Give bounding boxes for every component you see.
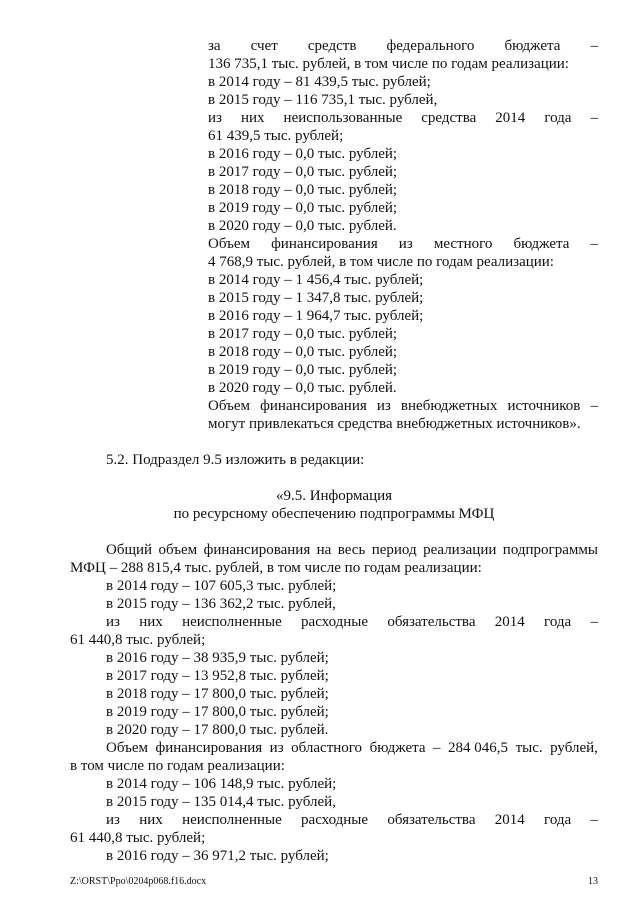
text-line: в 2016 году – 1 964,7 тыс. рублей; bbox=[208, 308, 424, 324]
word: подпрограммы bbox=[502, 542, 598, 558]
word: объем bbox=[158, 542, 198, 558]
text-line: в 2015 году – 136 362,2 тыс. рублей, bbox=[106, 596, 336, 612]
word: Объем bbox=[208, 398, 250, 414]
word: – bbox=[590, 812, 598, 828]
word: них bbox=[139, 812, 163, 828]
word: рублей, bbox=[550, 740, 598, 756]
word: Объем bbox=[208, 236, 250, 252]
word: средств bbox=[307, 38, 357, 54]
word: из bbox=[208, 110, 222, 126]
text-line: в 2014 году – 107 605,3 тыс. рублей; bbox=[106, 578, 337, 594]
word: весь bbox=[337, 542, 366, 558]
text-line: МФЦ – 288 815,4 тыс. рублей, в том числе по годам реализации: bbox=[70, 560, 482, 576]
word: Объем bbox=[106, 740, 148, 756]
word: за bbox=[208, 38, 221, 54]
word: Общий bbox=[106, 542, 153, 558]
word: счет bbox=[250, 38, 278, 54]
text-line: 136 735,1 тыс. рублей, в том числе по годам реализации: bbox=[208, 56, 569, 72]
text-line-justified bbox=[208, 236, 598, 253]
text-line: 61 440,8 тыс. рублей; bbox=[70, 830, 206, 846]
text-line: в 2018 году – 0,0 тыс. рублей; bbox=[208, 182, 398, 198]
word: областного bbox=[291, 740, 363, 756]
text-line: в 2016 году – 0,0 тыс. рублей; bbox=[208, 146, 398, 162]
word: финансирования bbox=[271, 236, 378, 252]
word: местного bbox=[433, 236, 493, 252]
section-item: 5.2. Подраздел 9.5 изложить в редакции: bbox=[106, 452, 365, 468]
word: источников bbox=[507, 398, 581, 414]
word: реализации bbox=[423, 542, 497, 558]
text-line: в 2015 году – 1 347,8 тыс. рублей; bbox=[208, 290, 424, 306]
word: обязательства bbox=[387, 614, 476, 630]
text-line: в 2020 году – 17 800,0 тыс. рублей. bbox=[106, 722, 329, 738]
text-line: в 2014 году – 81 439,5 тыс. рублей; bbox=[208, 74, 431, 90]
word: них bbox=[139, 614, 163, 630]
word: – bbox=[590, 38, 598, 54]
word: них bbox=[240, 110, 265, 126]
word: средства bbox=[421, 110, 477, 126]
word: 284 046,5 bbox=[448, 740, 509, 756]
word: – bbox=[590, 236, 598, 252]
text-line: в 2020 году – 0,0 тыс. рублей. bbox=[208, 380, 397, 396]
word: финансирования bbox=[155, 740, 263, 756]
word: 2014 bbox=[494, 614, 525, 630]
word: бюджета bbox=[369, 740, 426, 756]
text-line-justified bbox=[106, 614, 598, 631]
text-line: в 2014 году – 1 456,4 тыс. рублей; bbox=[208, 272, 424, 288]
word: федерального bbox=[386, 38, 475, 54]
word: тыс. bbox=[515, 740, 543, 756]
word: из bbox=[398, 236, 413, 252]
section-heading: «9.5. Информация bbox=[275, 488, 393, 504]
text-line: в 2016 году – 36 971,2 тыс. рублей; bbox=[106, 848, 329, 864]
word: года bbox=[544, 812, 572, 828]
text-line-justified bbox=[208, 398, 598, 415]
word: из bbox=[106, 812, 120, 828]
word: неисполненные bbox=[182, 812, 282, 828]
word: из bbox=[376, 398, 391, 414]
text-line: в 2015 году – 135 014,4 тыс. рублей, bbox=[106, 794, 336, 810]
word: неисполненные bbox=[182, 614, 282, 630]
word: из bbox=[106, 614, 120, 630]
word: финансирования bbox=[260, 398, 367, 414]
text-line: в 2020 году – 0,0 тыс. рублей. bbox=[208, 218, 397, 234]
word: 2014 bbox=[494, 812, 525, 828]
footer-file-path: Z:\ORST\Ppo\0204p068.f16.docx bbox=[70, 876, 207, 887]
word: бюджета bbox=[504, 38, 561, 54]
text-line: в 2018 году – 17 800,0 тыс. рублей; bbox=[106, 686, 329, 702]
text-line: в 2019 году – 0,0 тыс. рублей; bbox=[208, 200, 398, 216]
word: бюджета bbox=[513, 236, 570, 252]
text-line: в 2019 году – 17 800,0 тыс. рублей; bbox=[106, 704, 329, 720]
text-line: могут привлекаться средства внебюджетных источников». bbox=[208, 416, 581, 432]
text-line-justified bbox=[106, 542, 598, 559]
text-line: 61 439,5 тыс. рублей; bbox=[208, 128, 344, 144]
word: 2014 bbox=[495, 110, 526, 126]
section-heading-subtitle: по ресурсному обеспечению подпрограммы МФЦ bbox=[173, 506, 495, 522]
word: – bbox=[590, 110, 598, 126]
text-line: в 2014 году – 106 148,9 тыс. рублей; bbox=[106, 776, 337, 792]
text-line: в 2017 году – 0,0 тыс. рублей; bbox=[208, 164, 398, 180]
text-line: в 2019 году – 0,0 тыс. рублей; bbox=[208, 362, 398, 378]
word: – bbox=[590, 398, 598, 414]
word: внебюджетных bbox=[400, 398, 498, 414]
text-line-justified bbox=[106, 812, 598, 829]
word: на bbox=[316, 542, 332, 558]
text-line: в 2015 году – 116 735,1 тыс. рублей, bbox=[208, 92, 438, 108]
word: – bbox=[433, 740, 441, 756]
text-line-justified bbox=[106, 740, 598, 757]
word: – bbox=[590, 614, 598, 630]
text-line: в 2018 году – 0,0 тыс. рублей; bbox=[208, 344, 398, 360]
text-line: в 2017 году – 0,0 тыс. рублей; bbox=[208, 326, 398, 342]
text-line: 4 768,9 тыс. рублей, в том числе по годам реализации: bbox=[208, 254, 554, 270]
text-line-justified bbox=[208, 38, 598, 55]
word: года bbox=[544, 110, 572, 126]
text-line: в 2017 году – 13 952,8 тыс. рублей; bbox=[106, 668, 329, 684]
word: расходные bbox=[301, 812, 369, 828]
text-line: 61 440,8 тыс. рублей; bbox=[70, 632, 206, 648]
word: из bbox=[269, 740, 284, 756]
word: период bbox=[371, 542, 417, 558]
text-line: в 2016 году – 38 935,9 тыс. рублей; bbox=[106, 650, 329, 666]
word: расходные bbox=[301, 614, 369, 630]
footer-page-number: 13 bbox=[588, 876, 598, 887]
word: неиспользованные bbox=[283, 110, 403, 126]
text-line-justified bbox=[208, 110, 598, 127]
text-line: в том числе по годам реализации: bbox=[70, 758, 285, 774]
word: финансирования bbox=[203, 542, 311, 558]
word: года bbox=[544, 614, 572, 630]
word: обязательства bbox=[387, 812, 476, 828]
